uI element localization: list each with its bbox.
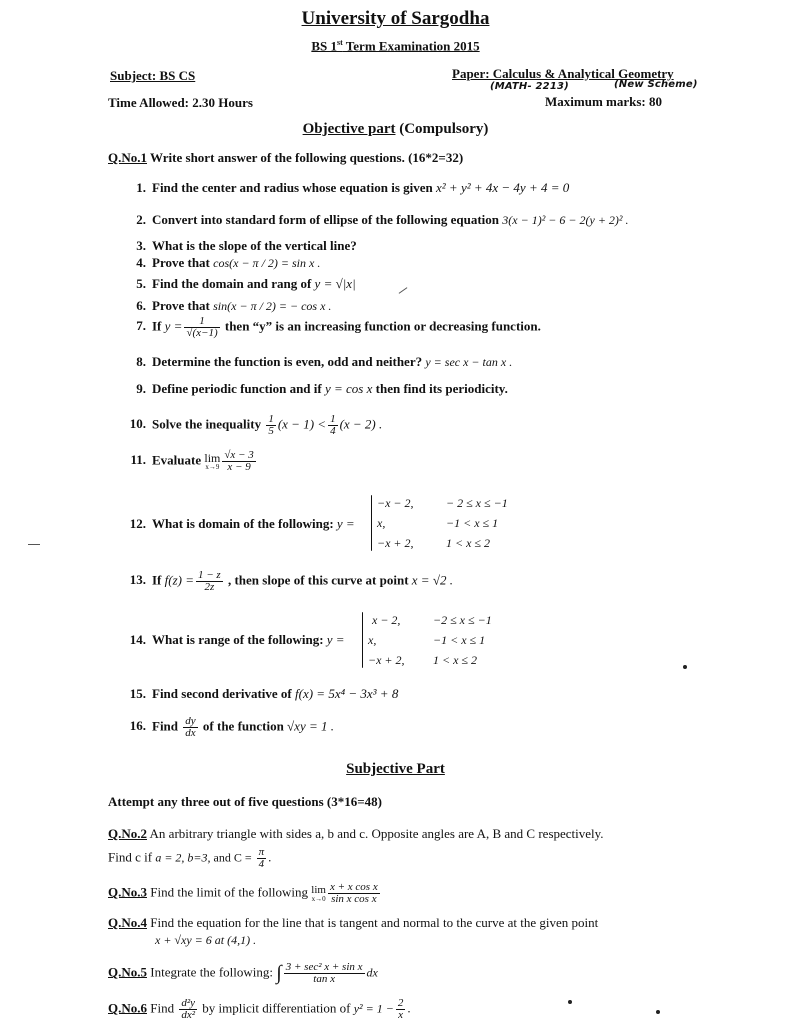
q1-item-9: 9. Define periodic function and if y = cos x then find its periodicity. — [136, 381, 508, 396]
paper-code-handwritten: (MATH- 2213) — [490, 81, 569, 92]
scheme-handwritten: (New Scheme) — [614, 79, 698, 90]
subjective-instruction: Attempt any three out of five questions (3*16=48) — [108, 794, 383, 809]
q14-case-2-expr: x, — [368, 633, 377, 647]
q12-case-2-expr: x, — [377, 516, 386, 530]
q7-fraction: $\frac{1}{√(x-1)}$ — [186, 315, 218, 339]
q1-item-13: 13. If f(z) = $\frac{1 - z}{2z}$ , then slope of this curve at point x = √2 . — [129, 569, 453, 593]
q1-item-10: 10. Solve the inequality $\frac{1}{5}$ (x − 1) < $\frac{1}{4}$ (x − 2) . — [129, 413, 383, 437]
q4-text: Q.No.4 Find the equation for the line that is tangent and normal to the curve at the given point — [108, 915, 599, 930]
scan-speck — [656, 1010, 660, 1014]
q3-text: Q.No.3 Find the limit of the following lim x→0 $\frac{\text{x + x cos x}}{\text{sin x cos x}}$ — [108, 881, 378, 905]
q1-item-1: 1. Find the center and radius whose equation is given x² + y² + 4x − 4y + 4 = 0 — [136, 180, 570, 195]
q1-item-14: 14. What is range of the following: y = — [129, 632, 345, 647]
q12-case-3-expr: −x + 2, — [377, 536, 414, 550]
q1-item-3: 3. What is the slope of the vertical line? — [136, 238, 357, 253]
q12-case-2-cond: −1 < x ≤ 1 — [446, 516, 499, 530]
q1-item-2: 2. Convert into standard form of ellipse of the following equation 3(x − 1)² − 6 − 2(y + 2)² . — [136, 212, 629, 227]
q1-item-12: 12. What is domain of the following: y = — [129, 516, 355, 531]
objective-heading: Objective part (Compulsory) — [302, 121, 489, 137]
q1-item-16: 16. Find $\frac{dy}{dx}$ of the function √xy = 1 . — [129, 715, 334, 739]
q12-case-1-expr: −x − 2, — [377, 496, 414, 510]
q14-brace — [362, 612, 363, 668]
q14-case-3-expr: −x + 2, — [368, 653, 405, 667]
q14-case-3-cond: 1 < x ≤ 2 — [433, 653, 478, 667]
q6-text: Q.No.6 Find $\frac{\text{d²y}}{\text{dx²}}$ by implicit differentiation of y² = 1 − $\frac{2}{x}$ . — [108, 997, 411, 1021]
exam-title: BS 1st Term Examination 2015 — [311, 38, 480, 54]
time-allowed: Time Allowed: 2.30 Hours — [108, 95, 253, 110]
pen-mark — [399, 287, 408, 294]
q1-item-11: 11. Evaluate lim x→9 $\frac{√x - 3}{x - 9}$ — [130, 449, 254, 473]
q1-item-4: 4. Prove that cos(x − π / 2) = sin x . — [136, 255, 321, 270]
q14-case-1-expr: x − 2, — [372, 613, 401, 627]
q14-case-2-cond: −1 < x ≤ 1 — [433, 633, 486, 647]
q14-case-1-cond: −2 ≤ x ≤ −1 — [433, 613, 492, 627]
university-title: University of Sargodha — [301, 8, 490, 29]
scan-speck — [683, 665, 687, 669]
scan-mark — [28, 544, 40, 545]
q12-case-1-cond: − 2 ≤ x ≤ −1 — [446, 496, 508, 510]
q12-brace — [371, 495, 372, 551]
q1-item-6: 6. Prove that sin(x − π / 2) = − cos x . — [136, 298, 332, 313]
q1-item-15: 15. Find second derivative of f(x) = 5x⁴ − 3x³ + 8 — [129, 686, 399, 701]
q4-line2: x + √xy = 6 at (4,1) . — [155, 933, 257, 947]
q1-item-5: 5. Find the domain and rang of y = √|x| — [136, 276, 356, 291]
q1-item-7: 7. If y = $\frac{1}{√(x-1)}$ then “y” is an increasing function or decreasing function. — [136, 315, 541, 339]
scan-speck — [568, 1000, 572, 1004]
q2-text: Q.No.2 An arbitrary triangle with sides a, b and c. Opposite angles are A, B and C respectively. — [108, 826, 604, 841]
q1-heading: Q.No.1 Write short answer of the following questions. (16*2=32) — [108, 150, 464, 165]
q2-line2: Find c if a = 2, b=3, and C = $\frac{\pi}{4}$ . — [108, 846, 272, 870]
q12-case-3-cond: 1 < x ≤ 2 — [446, 536, 491, 550]
q5-text: Q.No.5 Integrate the following: ∫ $\frac{\text{3 + sec² x + sin x}}{\text{tan x}}$ dx — [108, 961, 378, 985]
subjective-heading: Subjective Part — [346, 761, 445, 777]
subject-label: Subject: BS CS — [110, 68, 196, 83]
q1-item-8: 8. Determine the function is even, odd and neither? y = sec x − tan x . — [136, 354, 513, 369]
paper-label: Paper: Calculus & Analytical Geometry — [452, 66, 674, 81]
max-marks: Maximum marks: 80 — [545, 94, 662, 109]
